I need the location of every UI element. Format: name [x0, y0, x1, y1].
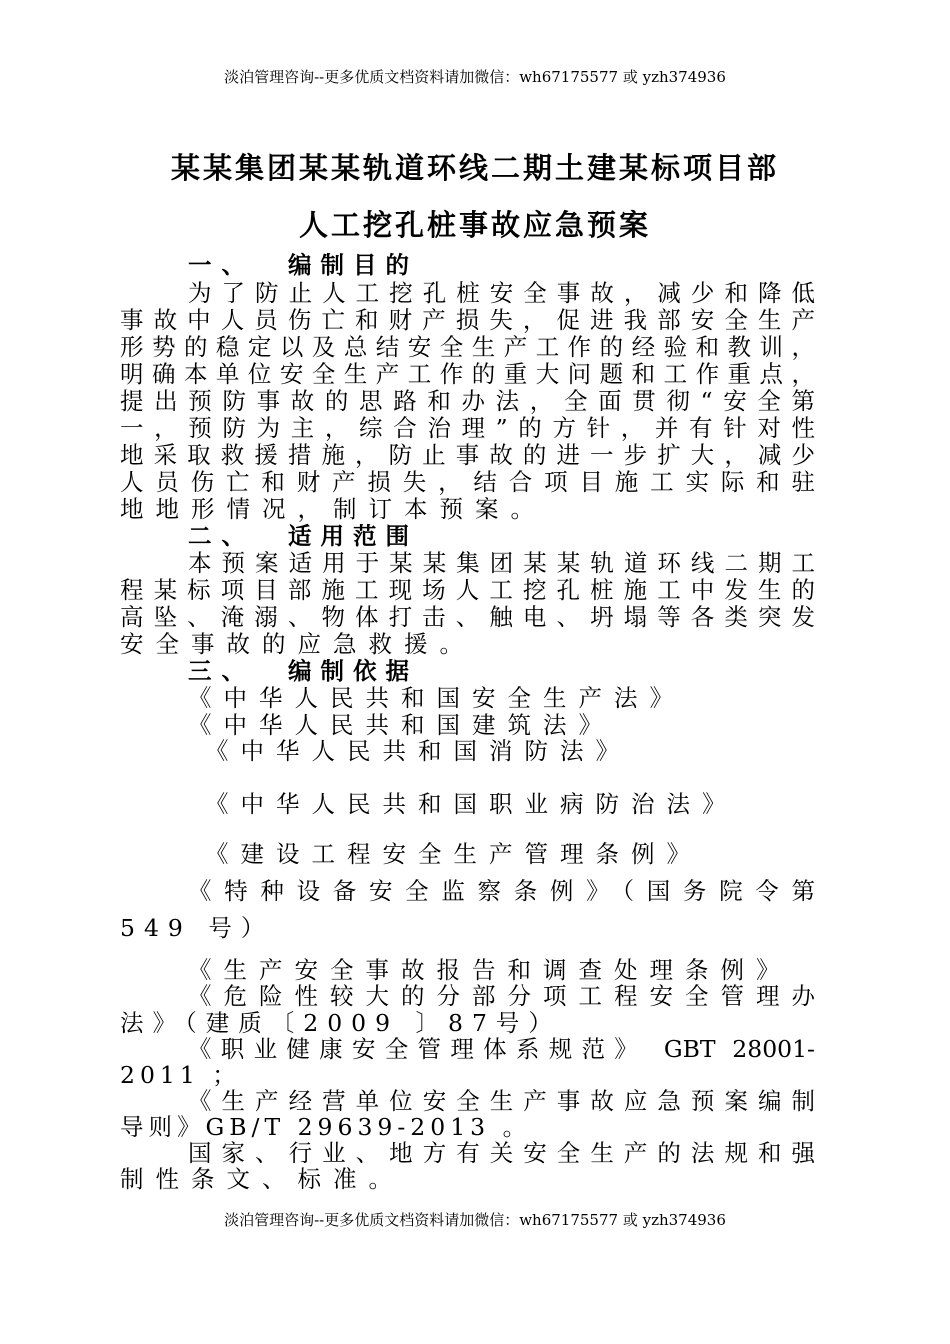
reference-item-continued: 制性条文、标准。: [120, 1165, 404, 1193]
reference-item: 《危险性较大的分部分项工程安全管理办: [188, 982, 815, 1010]
section-1-title: 编制目的: [288, 251, 418, 279]
reference-item: 《生产安全事故报告和调查处理条例》: [188, 956, 792, 984]
reference-item: 《建设工程安全生产管理条例》: [205, 840, 702, 868]
section-3-number: 三、: [188, 657, 255, 685]
reference-item: 《中华人民共和国建筑法》: [188, 711, 614, 739]
section-2-heading: [188, 523, 815, 550]
section-1-line-7: 地采取救援措施，防止事故的进一步扩大，减少: [120, 441, 815, 469]
section-1-line-2: 事故中人员伤亡和财产损失，促进我部安全生产: [120, 306, 815, 334]
reference-item-continued: 549 号）: [120, 914, 274, 942]
document-title-line-2: 人工挖孔桩事故应急预案: [298, 208, 651, 242]
section-2-line-2: 程某标项目部施工现场人工挖孔桩施工中发生的: [120, 576, 815, 604]
section-2-line-4: 安全事故的应急救援。: [120, 630, 475, 658]
section-2-number: 二、: [188, 522, 255, 550]
section-1-line-5: 提出预防事故的思路和办法，全面贯彻“安全第: [120, 387, 815, 415]
page-header-note: 淡泊管理咨询--更多优质文档资料请加微信：wh67175577 或 yzh374936: [224, 68, 726, 86]
reference-item: 《特种设备安全监察条例》（国务院令第: [188, 877, 815, 905]
reference-item-continued: 法》（建质〔2009 〕87号）: [120, 1009, 561, 1037]
section-1-heading: [188, 252, 815, 279]
section-1-line-8: 人员伤亡和财产损失，结合项目施工实际和驻: [120, 468, 815, 496]
reference-item-continued: 导则》GB/T 29639-2013 。: [120, 1113, 532, 1141]
section-1-line-3: 形势的稳定以及总结安全生产工作的经验和教训，: [120, 333, 815, 361]
section-2-title: 适用范围: [288, 522, 418, 550]
reference-item: 《中华人民共和国安全生产法》: [188, 684, 685, 712]
section-1-line-9: 地地形情况，制订本预案。: [120, 495, 546, 523]
document-title-line-1: 某某集团某某轨道环线二期土建某标项目部: [170, 151, 779, 185]
reference-item-continued: 2011 ；: [120, 1061, 241, 1089]
section-3-heading: [188, 658, 815, 685]
reference-item: 《中华人民共和国消防法》: [205, 737, 631, 765]
section-1-line-1: 为了防止人工挖孔桩安全事故，减少和降低: [188, 279, 815, 307]
section-1-number: 一、: [188, 251, 255, 279]
section-3-title: 编制依据: [288, 657, 418, 685]
section-1-line-4: 明确本单位安全生产工作的重大问题和工作重点，: [120, 360, 815, 388]
page-footer-note: 淡泊管理咨询--更多优质文档资料请加微信：wh67175577 或 yzh374936: [224, 1211, 726, 1229]
reference-item: 《生产经营单位安全生产事故应急预案编制: [188, 1087, 815, 1115]
reference-item: 《中华人民共和国职业病防治法》: [205, 790, 738, 818]
section-1-line-6: 一，预防为主，综合治理”的方针，并有针对性: [120, 414, 815, 442]
reference-item: 国家、行业、地方有关安全生产的法规和强: [188, 1139, 815, 1167]
section-2-line-3: 高坠、淹溺、物体打击、触电、坍塌等各类突发: [120, 603, 815, 631]
section-2-line-1: 本预案适用于某某集团某某轨道环线二期工: [188, 549, 815, 577]
reference-item: 《职业健康安全管理体系规范》 GBT 28001-: [188, 1035, 815, 1063]
